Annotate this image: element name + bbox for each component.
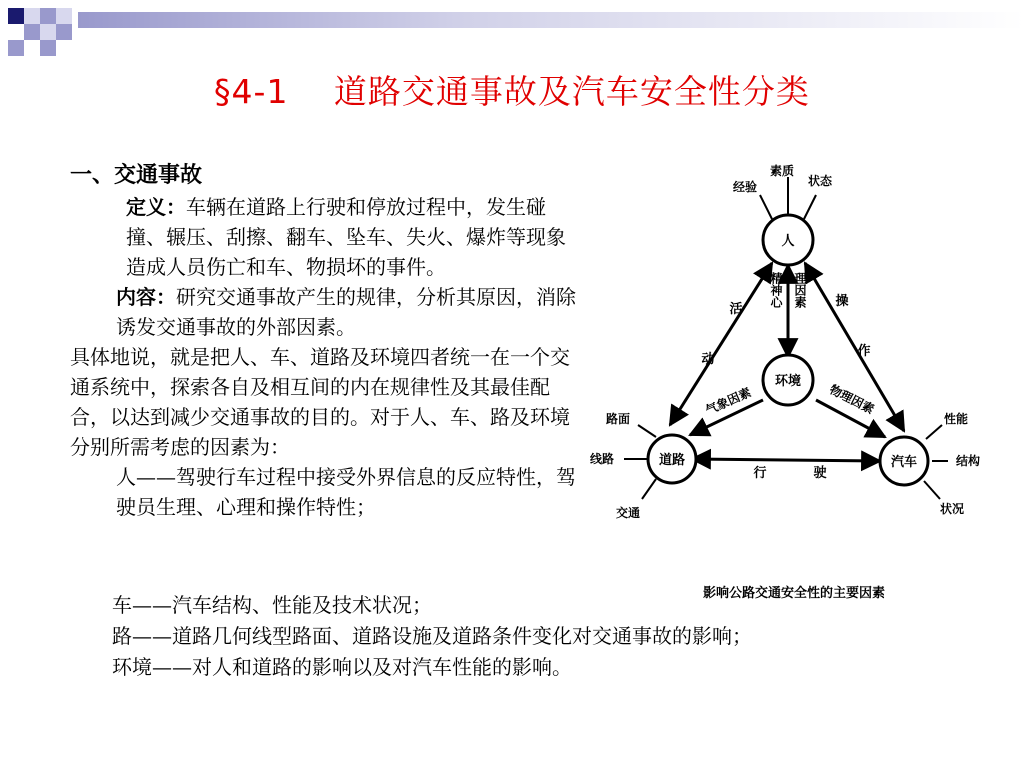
factor-vehicle: 车——汽车结构、性能及技术状况； xyxy=(112,593,432,617)
node-env: 环境 xyxy=(774,374,802,389)
edge-label-psych-left: 精神心 xyxy=(769,272,783,308)
edge-label-left-1: 活 xyxy=(729,302,743,317)
factor-person: 人——驾驶行车过程中接受外界信息的反应特性，驾驶员生理、心理和操作特性； xyxy=(116,465,576,519)
factor-road: 路——道路几何线型路面、道路设施及道路条件变化对交通事故的影响； xyxy=(112,624,752,648)
edge-label-left-2: 动 xyxy=(701,352,715,367)
definition-text: 车辆在道路上行驶和停放过程中，发生碰撞、辗压、刮擦、翻车、坠车、失火、爆炸等现象造成人员伤亡和车、物损坏的事件。 xyxy=(126,195,566,279)
attr-structure: 结构 xyxy=(955,454,981,468)
attr-state: 状态 xyxy=(807,174,833,188)
slide-title: §4-1 道路交通事故及汽车安全性分类 xyxy=(214,72,810,111)
traffic-safety-diagram xyxy=(580,155,1020,615)
attr-route: 线路 xyxy=(589,452,615,466)
attr-experience: 经验 xyxy=(732,180,758,194)
content-paragraph xyxy=(70,282,585,342)
definition-paragraph xyxy=(70,192,585,282)
edge-label-bottom-1: 行 xyxy=(753,466,767,481)
definition-label: 定义： xyxy=(126,195,186,219)
edge-label-right-1: 操 xyxy=(835,294,849,309)
diagram-caption: 影响公路交通安全性的主要因素 xyxy=(702,586,886,601)
factor-environment: 环境——对人和道路的影响以及对汽车性能的影响。 xyxy=(112,655,572,679)
content-detail: 具体地说，就是把人、车、道路及环境四者统一在一个交通系统中，探索各自及相互间的内在规律性及其最佳配合，以达到减少交通事故的目的。对于人、车、路及环境分别所需考虑的因素为： xyxy=(70,345,570,459)
edge-road-car xyxy=(692,459,880,461)
attr-quality: 素质 xyxy=(769,164,795,178)
edge-label-weather: 气象因素 xyxy=(703,385,754,418)
node-car: 汽车 xyxy=(890,455,918,470)
attr-condition: 状况 xyxy=(939,502,965,516)
attr-performance: 性能 xyxy=(943,412,969,426)
attr-surface: 路面 xyxy=(605,412,631,426)
edge-label-psych-right: 理因素 xyxy=(793,272,807,308)
content-label: 内容： xyxy=(116,285,176,309)
section-heading: 一、交通事故 xyxy=(70,162,203,188)
corner-decoration xyxy=(0,0,1024,60)
node-road: 道路 xyxy=(658,453,686,468)
content-text: 研究交通事故产生的规律，分析其原因，消除诱发交通事故的外部因素。 xyxy=(116,285,576,339)
edge-label-physical: 物理因素 xyxy=(827,382,877,417)
body-text xyxy=(70,192,585,522)
node-person: 人 xyxy=(781,234,795,249)
edge-label-right-2: 作 xyxy=(857,344,871,359)
edge-label-bottom-2: 驶 xyxy=(813,466,827,481)
attr-traffic: 交通 xyxy=(615,506,641,520)
